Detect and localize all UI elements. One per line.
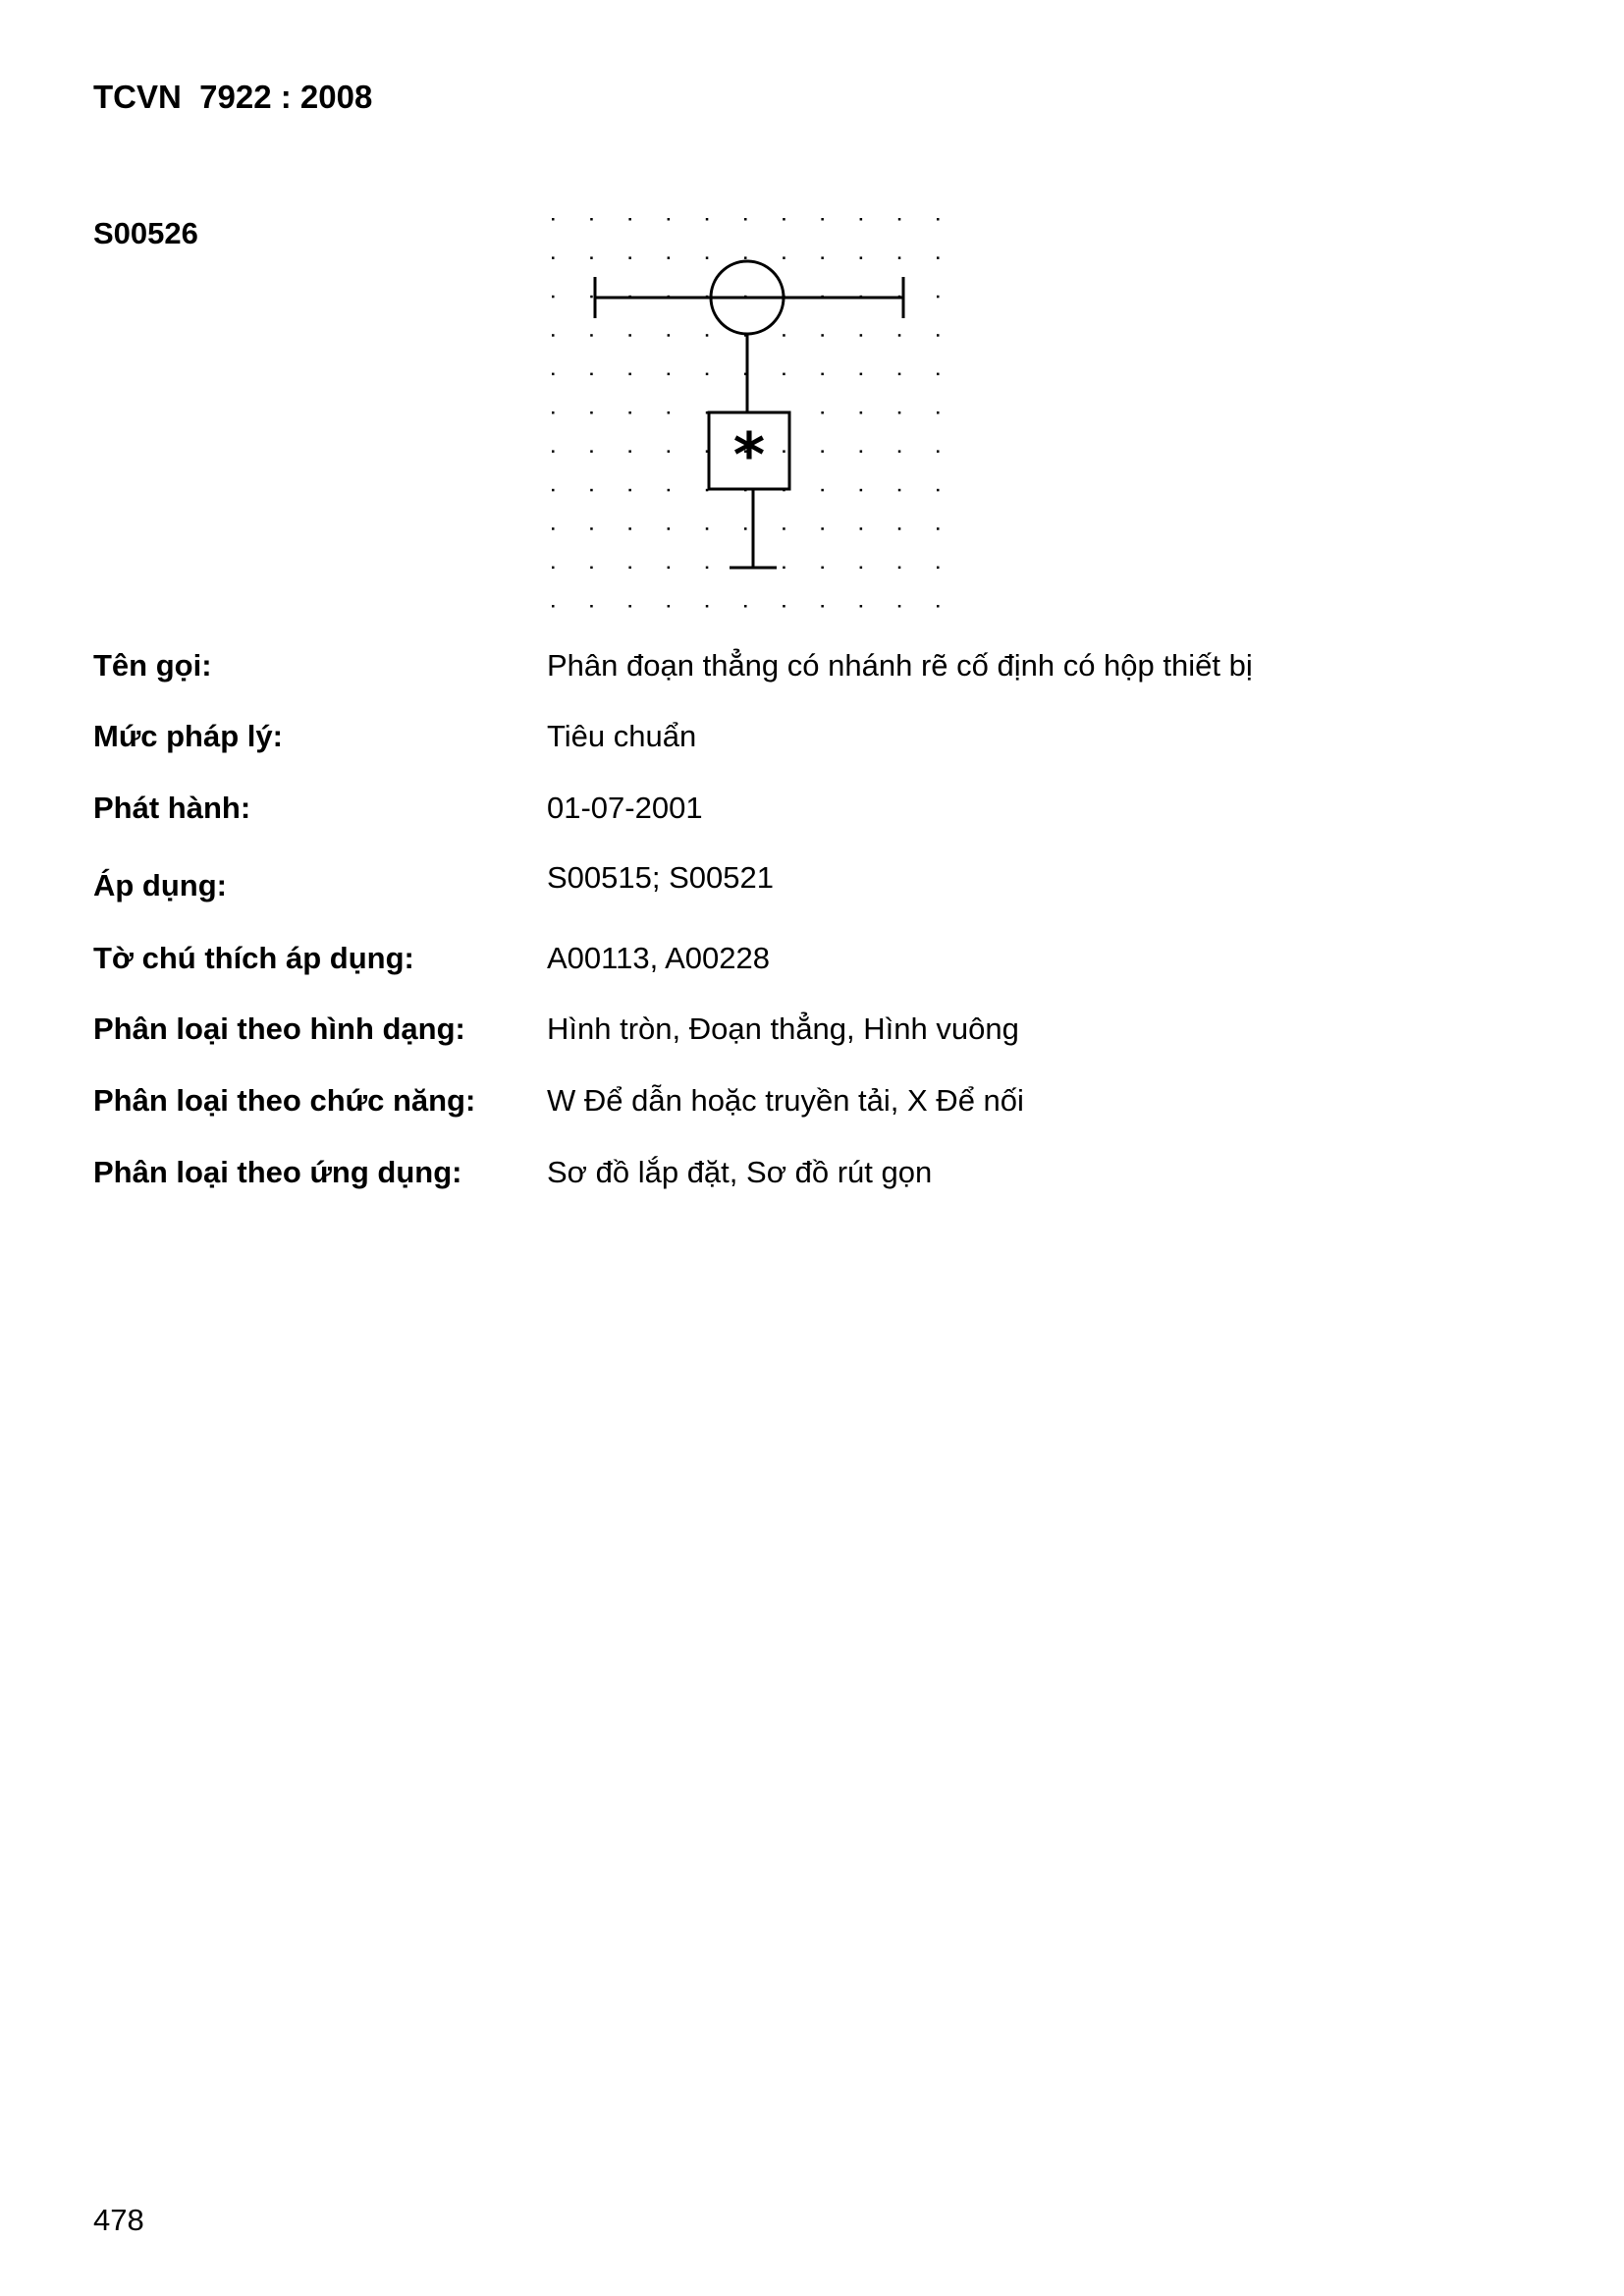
grid-dot [937, 411, 940, 414]
field-value: Phân đoạn thẳng có nhánh rẽ cố định có hộp thiết bị [547, 648, 1253, 683]
grid-dot [706, 256, 709, 259]
grid-dot [937, 373, 940, 376]
grid-dot [937, 296, 940, 299]
grid-dot [783, 527, 785, 530]
grid-dot [860, 334, 863, 337]
grid-dot [668, 527, 671, 530]
grid-dot [552, 527, 555, 530]
grid-dot [628, 567, 631, 570]
grid-dot [744, 527, 747, 530]
grid-dot [860, 218, 863, 221]
grid-dot [937, 218, 940, 221]
grid-dot [898, 411, 901, 414]
grid-dot [821, 450, 824, 453]
equipment-asterisk: * [732, 419, 766, 491]
grid-dot [628, 256, 631, 259]
grid-dot [668, 450, 671, 453]
grid-dot [860, 489, 863, 492]
grid-dot [590, 373, 593, 376]
grid-dot [744, 256, 747, 259]
grid-dot [552, 605, 555, 608]
field-value: S00515; S00521 [547, 860, 774, 895]
grid-dot [590, 489, 593, 492]
grid-dot [590, 411, 593, 414]
grid-dot [668, 411, 671, 414]
grid-dot [706, 605, 709, 608]
grid-dot [937, 334, 940, 337]
field-label: Phát hành: [93, 791, 251, 825]
grid-dot [821, 411, 824, 414]
grid-dot [590, 256, 593, 259]
grid-dot [744, 605, 747, 608]
grid-dot [898, 527, 901, 530]
field-label: Phân loại theo hình dạng: [93, 1011, 465, 1046]
grid-dot [552, 296, 555, 299]
grid-dot [628, 489, 631, 492]
field-value: W Để dẫn hoặc truyền tải, X Để nối [547, 1083, 1024, 1118]
field-label: Áp dụng: [93, 868, 228, 902]
grid-dot [552, 411, 555, 414]
grid-dot [706, 373, 709, 376]
grid-dot [628, 218, 631, 221]
grid-dot [821, 567, 824, 570]
grid-dot [821, 373, 824, 376]
grid-dot [590, 527, 593, 530]
grid-dot [552, 218, 555, 221]
grid-dot [898, 373, 901, 376]
grid-dot [783, 373, 785, 376]
grid-dot [783, 567, 785, 570]
grid-dot [821, 489, 824, 492]
grid-dot [937, 605, 940, 608]
grid-dot [898, 334, 901, 337]
symbol-code: S00526 [93, 216, 198, 250]
grid-dot [860, 411, 863, 414]
grid-dot [628, 527, 631, 530]
grid-dot [706, 567, 709, 570]
grid-dot [628, 605, 631, 608]
grid-dot [668, 489, 671, 492]
grid-dot [552, 567, 555, 570]
grid-dot [552, 489, 555, 492]
grid-dot [628, 450, 631, 453]
grid-dot [783, 218, 785, 221]
grid-dot [860, 527, 863, 530]
grid-dot [628, 334, 631, 337]
document-header: TCVN 7922 : 2008 [93, 79, 373, 115]
grid-dot [552, 373, 555, 376]
grid-dot [552, 450, 555, 453]
grid-dot [821, 218, 824, 221]
grid-dot [590, 567, 593, 570]
grid-dot [744, 218, 747, 221]
field-value: Tiêu chuẩn [547, 719, 697, 753]
grid-dot [898, 256, 901, 259]
grid-dot [821, 605, 824, 608]
grid-dot [898, 605, 901, 608]
field-value: Sơ đồ lắp đặt, Sơ đồ rút gọn [547, 1155, 933, 1189]
grid-dot [783, 450, 785, 453]
field-value: Hình tròn, Đoạn thẳng, Hình vuông [547, 1011, 1019, 1046]
grid-dot [783, 334, 785, 337]
grid-dot [706, 334, 709, 337]
grid-dot [628, 373, 631, 376]
grid-dot [706, 218, 709, 221]
field-value: 01-07-2001 [547, 791, 703, 825]
grid-dot [590, 334, 593, 337]
symbol-figure [538, 206, 960, 619]
grid-dot [552, 334, 555, 337]
field-label: Mức pháp lý: [93, 719, 283, 753]
field-label: Phân loại theo chức năng: [93, 1083, 476, 1118]
grid-dot [860, 373, 863, 376]
grid-dot [668, 256, 671, 259]
grid-dot [937, 527, 940, 530]
field-label: Tờ chú thích áp dụng: [93, 941, 414, 975]
grid-dot [668, 373, 671, 376]
grid-dot [898, 567, 901, 570]
grid-dot [590, 218, 593, 221]
grid-dot [552, 256, 555, 259]
grid-dot [706, 527, 709, 530]
grid-dot [860, 450, 863, 453]
grid-dot [590, 450, 593, 453]
field-value: A00113, A00228 [547, 941, 770, 975]
grid-dot [821, 334, 824, 337]
grid-dot [628, 411, 631, 414]
grid-dot [937, 489, 940, 492]
grid-dot [668, 218, 671, 221]
grid-dot [860, 256, 863, 259]
grid-dot [590, 296, 593, 299]
grid-dot [590, 605, 593, 608]
grid-dot [783, 605, 785, 608]
field-label: Phân loại theo ứng dụng: [93, 1155, 462, 1189]
grid-dot [668, 605, 671, 608]
grid-dot [937, 567, 940, 570]
grid-dot [821, 256, 824, 259]
grid-dot [821, 527, 824, 530]
grid-dot [937, 256, 940, 259]
grid-dot [937, 450, 940, 453]
grid-dot [860, 605, 863, 608]
grid-dot [898, 450, 901, 453]
grid-dot [898, 489, 901, 492]
grid-dot [783, 256, 785, 259]
grid-dot [668, 567, 671, 570]
grid-dot [898, 218, 901, 221]
grid-dot [860, 567, 863, 570]
field-label: Tên gọi: [93, 648, 212, 683]
page-number: 478 [93, 2203, 144, 2237]
grid-dot [668, 334, 671, 337]
